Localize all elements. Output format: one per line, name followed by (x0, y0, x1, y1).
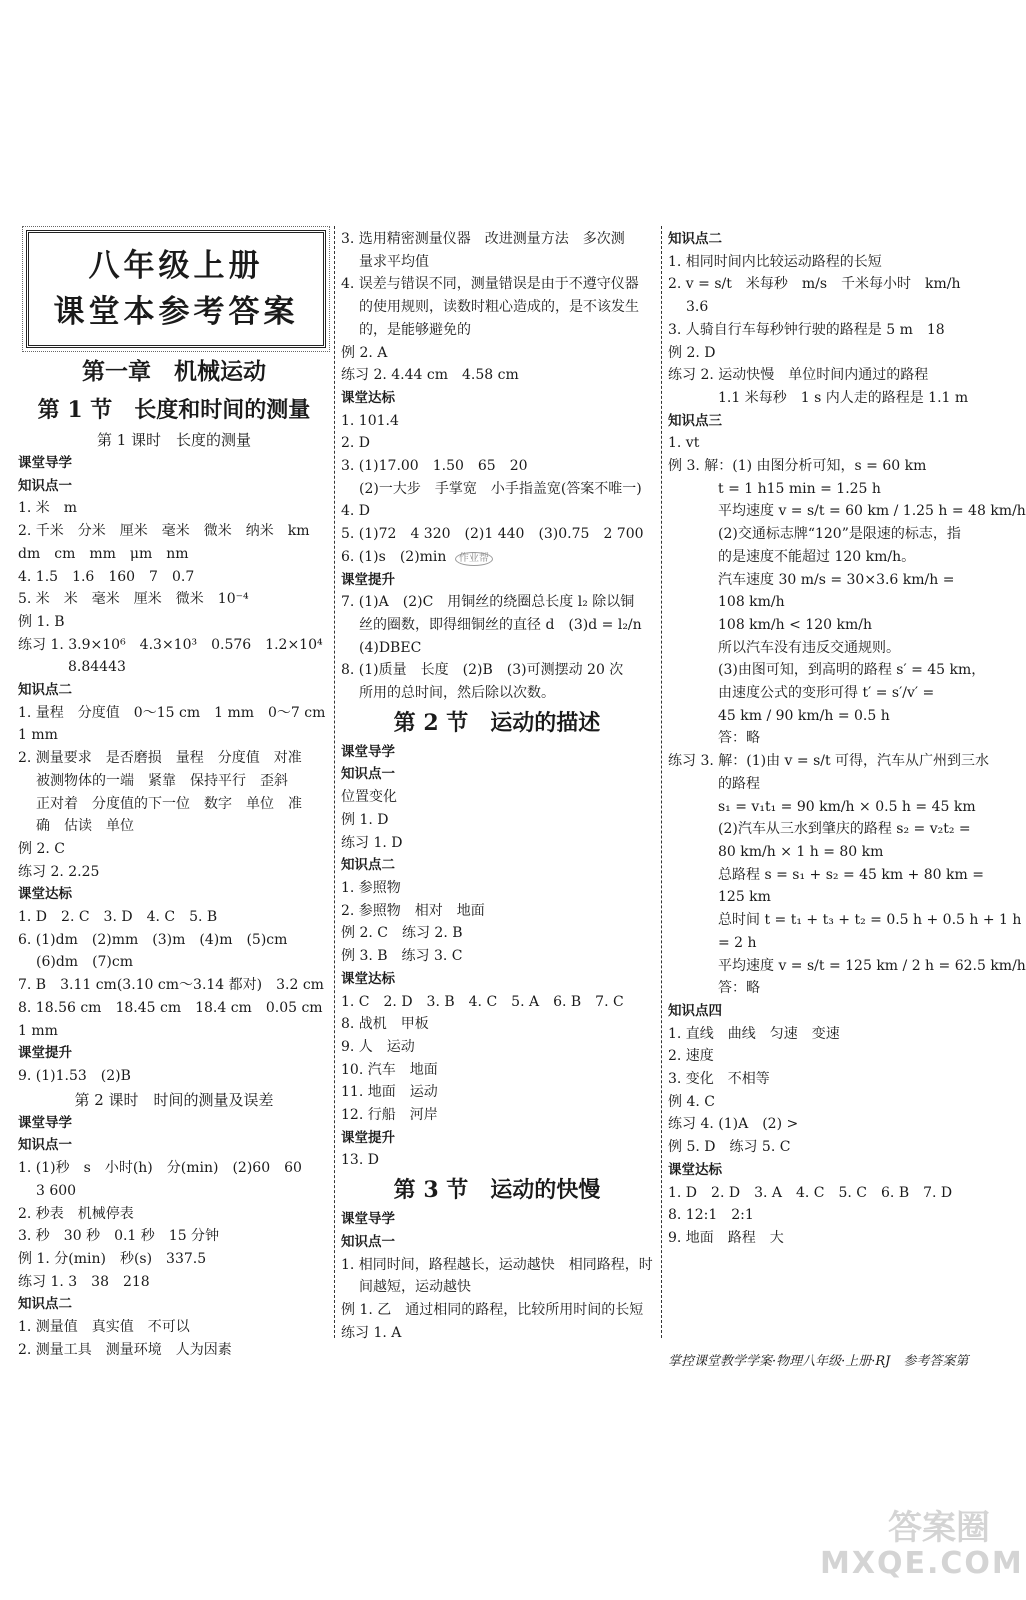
stamp-mark: 作业帮 (455, 552, 493, 566)
answer-line: dm cm mm μm nm (18, 545, 189, 562)
answer-line: 108 km/h < 120 km/h (718, 616, 872, 633)
page-footer: 掌控课堂教学学案·物理八年级·上册·RJ 参考答案第 (668, 1354, 969, 1369)
column-divider (661, 226, 662, 1338)
answer-line: (2)一大步 手掌宽 小手指盖宽(答案不唯一) (359, 480, 642, 497)
watermark-url: MXQE.COM (820, 1546, 1024, 1581)
answer-line: 所用的总时间，然后除以次数。 (359, 685, 555, 702)
answer-line: 1. 101.4 (341, 412, 399, 429)
answer-line: 45 km / 90 km/h = 0.5 h (718, 707, 890, 724)
answer-line: 13. D (341, 1152, 379, 1169)
subheading: 知识点一 (18, 1137, 72, 1154)
answer-line: 80 km/h × 1 h = 80 km (718, 843, 884, 860)
answer-line: 2. 测量要求 是否磨损 量程 分度值 对准 (18, 750, 302, 767)
answer-line: 练习 2. 2.25 (18, 863, 100, 880)
watermark-text: 答案圈 (888, 1508, 990, 1548)
answer-line: 量求平均值 (359, 253, 429, 270)
column-3 (668, 228, 1026, 1250)
answer-line: (3)由图可知，到高明的路程 s′ = 45 km， (718, 662, 986, 679)
answer-line: t = 1 h15 min = 1.25 h (718, 480, 881, 497)
answer-line: 练习 2. 运动快慢 单位时间内通过的路程 (668, 367, 929, 384)
chapter-heading: 第一章 机械运动 (82, 358, 266, 385)
section-heading: 第 3 节 运动的快慢 (393, 1177, 601, 1204)
answer-line: 6. (1)dm (2)mm (3)m (4)m (5)cm (18, 931, 288, 948)
subheading: 课堂达标 (668, 1161, 722, 1178)
answer-line: 3. 秒 30 秒 0.1 秒 15 分钟 (18, 1228, 220, 1245)
answer-line: 7. B 3.11 cm(3.10 cm～3.14 都对) 3.2 cm (18, 977, 324, 994)
answer-line: 例 2. A (341, 344, 388, 361)
answer-line: 1. D 2. D 3. A 4. C 5. C 6. B 7. D (668, 1184, 953, 1201)
subheading: 课堂提升 (341, 571, 395, 588)
answer-line: 2. 测量工具 测量环境 人为因素 (18, 1341, 232, 1358)
title-line-1: 八年级上册 (88, 248, 264, 284)
answer-line: 2. 参照物 相对 地面 (341, 902, 485, 919)
answer-line: (2)汽车从三水到肇庆的路程 s₂ = v₂t₂ = (718, 821, 971, 838)
answer-line: 练习 2. 4.44 cm 4.58 cm (341, 367, 519, 384)
answer-line: 练习 1. A (341, 1324, 402, 1341)
section-heading: 第 2 节 运动的描述 (393, 709, 601, 736)
subheading: 知识点一 (341, 766, 395, 783)
answer-line: = 2 h (718, 934, 757, 951)
subheading: 课堂提升 (341, 1129, 395, 1146)
answer-line: 8. (1)质量 长度 (2)B (3)可测摆动 20 次 (341, 662, 624, 679)
answer-line: 例 2. C (18, 840, 65, 857)
answer-line: 4. D (341, 503, 371, 520)
answer-line: 1.1 米每秒 1 s 内人走的路程是 1.1 m (718, 389, 969, 406)
answer-line: 1. 米 m (18, 500, 78, 517)
subheading: 知识点四 (668, 1002, 722, 1019)
answer-line: 5. (1)72 4 320 (2)1 440 (3)0.75 2 700 (341, 526, 644, 543)
answer-line: 例 2. D (668, 344, 716, 361)
subheading: 知识点二 (668, 231, 722, 247)
answer-line: 8. 战机 甲板 (341, 1016, 429, 1033)
subheading: 知识点一 (18, 477, 72, 494)
answer-text: 6. (1)s (2)min (341, 548, 447, 565)
answer-line: 1. 相同时间内比较运动路程的长短 (668, 253, 882, 270)
answer-lines (18, 1112, 330, 1362)
watermark-logo (820, 1508, 1024, 1582)
answer-line: 被测物体的一端 紧靠 保持平行 歪斜 (36, 772, 288, 789)
answer-line: 3 600 (36, 1182, 77, 1199)
answer-lines (341, 741, 653, 1172)
answer-line: s₁ = v₁t₁ = 90 km/h × 0.5 h = 45 km (718, 798, 976, 815)
answer-line: 8. 18.56 cm 18.45 cm 18.4 cm 0.05 cm (18, 999, 323, 1016)
answer-line: 1. 量程 分度值 0～15 cm 1 mm 0～7 cm (18, 704, 326, 721)
subheading: 课堂达标 (18, 886, 72, 903)
answer-line: 8.84443 (68, 659, 126, 676)
subheading: 知识点三 (668, 412, 722, 429)
answer-line: 7. (1)A (2)C 用铜丝的绕圈总长度 l₂ 除以铜 (341, 594, 635, 611)
answer-lines (341, 1208, 653, 1344)
answer-line: 例 1. 乙 通过相同的路程，比较所用时间的长短 (341, 1301, 644, 1318)
answer-line: 例 1. B (18, 613, 65, 630)
column-divider (334, 226, 335, 1338)
answer-line: 答：略 (718, 980, 760, 997)
answer-line: 汽车速度 30 m/s = 30×3.6 km/h = (718, 571, 955, 588)
subheading: 课堂导学 (18, 1114, 72, 1131)
subheading: 课堂导学 (18, 455, 72, 471)
answer-line: 9. 人 运动 (341, 1038, 415, 1055)
answer-line: 确 估读 单位 (36, 818, 134, 835)
subheading: 课堂导学 (341, 1211, 395, 1228)
answer-line: 由速度公式的变形可得 t′ = s′/v′ = (718, 685, 935, 702)
answer-line: 1. D 2. C 3. D 4. C 5. B (18, 909, 218, 926)
answer-line: 1 mm (18, 1022, 58, 1039)
answer-line: 练习 1. D (341, 834, 403, 851)
answer-line: 2. 秒表 机械停表 (18, 1205, 134, 1222)
answer-line: 练习 1. 3 38 218 (18, 1273, 150, 1290)
answer-line: 例 5. D 练习 5. C (668, 1139, 791, 1156)
answer-line: 练习 1. 3.9×10⁶ 4.3×10³ 0.576 1.2×10⁴ (18, 636, 323, 653)
answer-line: 例 3. 解：(1) 由图分析可知，s = 60 km (668, 458, 927, 475)
subheading: 课堂达标 (341, 970, 395, 987)
subheading: 课堂提升 (18, 1045, 72, 1062)
answer-line: 2. 速度 (668, 1048, 714, 1065)
subheading: 知识点一 (341, 1233, 395, 1250)
answer-line: 3. 选用精密测量仪器 改进测量方法 多次测 (341, 231, 625, 247)
answer-lines (341, 228, 653, 546)
answer-line: 10. 汽车 地面 (341, 1061, 438, 1078)
answer-line: 平均速度 v = s/t = 60 km / 1.25 h = 48 km/h (718, 503, 1026, 520)
subheading: 课堂达标 (341, 389, 395, 406)
lesson-heading: 第 2 课时 时间的测量及误差 (74, 1090, 274, 1109)
column-1 (18, 228, 330, 1361)
answer-line: 例 1. 分(min) 秒(s) 337.5 (18, 1250, 207, 1267)
answer-line: 3. 变化 不相等 (668, 1071, 770, 1088)
answer-line: 3. (1)17.00 1.50 65 20 (341, 458, 528, 475)
answer-line: 间越短，运动越快 (359, 1279, 471, 1296)
answer-line: 位置变化 (341, 789, 397, 806)
answer-line: (6)dm (7)cm (36, 954, 134, 971)
answer-line: 3. 人骑自行车每秒钟行驶的路程是 5 m 18 (668, 321, 945, 338)
answer-line: 12. 行船 河岸 (341, 1107, 438, 1124)
answer-line: (4)DBEC (359, 639, 422, 656)
answer-line: 总时间 t = t₁ + t₃ + t₂ = 0.5 h + 0.5 h + 1 h (718, 912, 1022, 929)
answer-line: 1. 参照物 (341, 879, 401, 896)
answer-line: 的使用规则，读数时粗心造成的，是不该发生 (359, 299, 639, 316)
answer-line: 答：略 (718, 730, 760, 747)
answer-line: 1. C 2. D 3. B 4. C 5. A 6. B 7. C (341, 993, 624, 1010)
answer-line: 4. 1.5 1.6 160 7 0.7 (18, 568, 195, 585)
answer-line: 的，是能够避免的 (359, 321, 471, 338)
answer-line: 2. v = s/t 米每秒 m/s 千米每小时 km/h (668, 276, 961, 293)
answer-line: 1. vt (668, 435, 700, 452)
answer-line (341, 546, 653, 569)
answer-line: (2)交通标志牌“120”是限速的标志，指 (718, 526, 961, 543)
answer-line: 5. 米 米 毫米 厘米 微米 10⁻⁴ (18, 591, 249, 608)
answer-line: 正对着 分度值的下一位 数字 单位 准 (36, 795, 302, 812)
answer-line: 的是速度不能超过 120 km/h。 (718, 548, 916, 565)
answer-line: 9. (1)1.53 (2)B (18, 1067, 131, 1084)
answer-line: 平均速度 v = s/t = 125 km / 2 h = 62.5 km/h (718, 957, 1026, 974)
answer-line: 练习 4. (1)A (2) > (668, 1116, 799, 1133)
column-2 (341, 228, 653, 1344)
answer-line: 的路程 (718, 775, 760, 792)
answer-line: 1. 直线 曲线 匀速 变速 (668, 1025, 840, 1042)
lesson-heading: 第 1 课时 长度的测量 (96, 431, 252, 449)
answer-line: 2. D (341, 435, 371, 452)
subheading: 知识点二 (341, 857, 395, 874)
answer-lines (18, 452, 330, 1088)
answer-line: 8. 12:1 2:1 (668, 1207, 754, 1224)
answer-line: 125 km (718, 889, 771, 906)
answer-line: 108 km/h (718, 594, 785, 611)
answer-line: 总路程 s = s₁ + s₂ = 45 km + 80 km = (718, 866, 984, 883)
answer-line: 1. 测量值 真实值 不可以 (18, 1319, 190, 1336)
title-line-2: 课堂本参考答案 (53, 294, 299, 330)
answer-line: 所以汽车没有违反交通规则。 (718, 639, 900, 656)
answer-line: 4. 误差与错误不同，测量错误是由于不遵守仪器 (341, 276, 639, 293)
answer-line: 1 mm (18, 727, 58, 744)
subheading: 知识点二 (18, 1296, 72, 1313)
answer-line: 3.6 (686, 299, 709, 316)
answer-lines (668, 228, 1026, 1250)
answer-line: 例 3. B 练习 3. C (341, 948, 463, 965)
answer-line: 例 1. D (341, 811, 389, 828)
answer-lines (341, 569, 653, 705)
answer-line: 例 4. C (668, 1093, 715, 1110)
answer-line: 1. (1)秒 s 小时(h) 分(min) (2)60 60 (18, 1160, 302, 1177)
title-box (26, 230, 326, 348)
answer-line: 2. 千米 分米 厘米 毫米 微米 纳米 km (18, 523, 310, 540)
answer-line: 练习 3. 解：(1)由 v = s/t 可得，汽车从广州到三水 (668, 753, 990, 770)
answer-line: 9. 地面 路程 大 (668, 1229, 784, 1246)
answer-line: 丝的圈数，即得细铜丝的直径 d (3)d = l₂/n (359, 616, 642, 633)
answer-line: 1. 相同时间，路程越长，运动越快 相同路程，时 (341, 1256, 653, 1273)
subheading: 课堂导学 (341, 743, 395, 760)
subheading: 知识点二 (18, 682, 72, 699)
answer-line: 例 2. C 练习 2. B (341, 925, 463, 942)
section-heading: 第 1 节 长度和时间的测量 (37, 397, 311, 423)
answer-line: 11. 地面 运动 (341, 1084, 438, 1101)
